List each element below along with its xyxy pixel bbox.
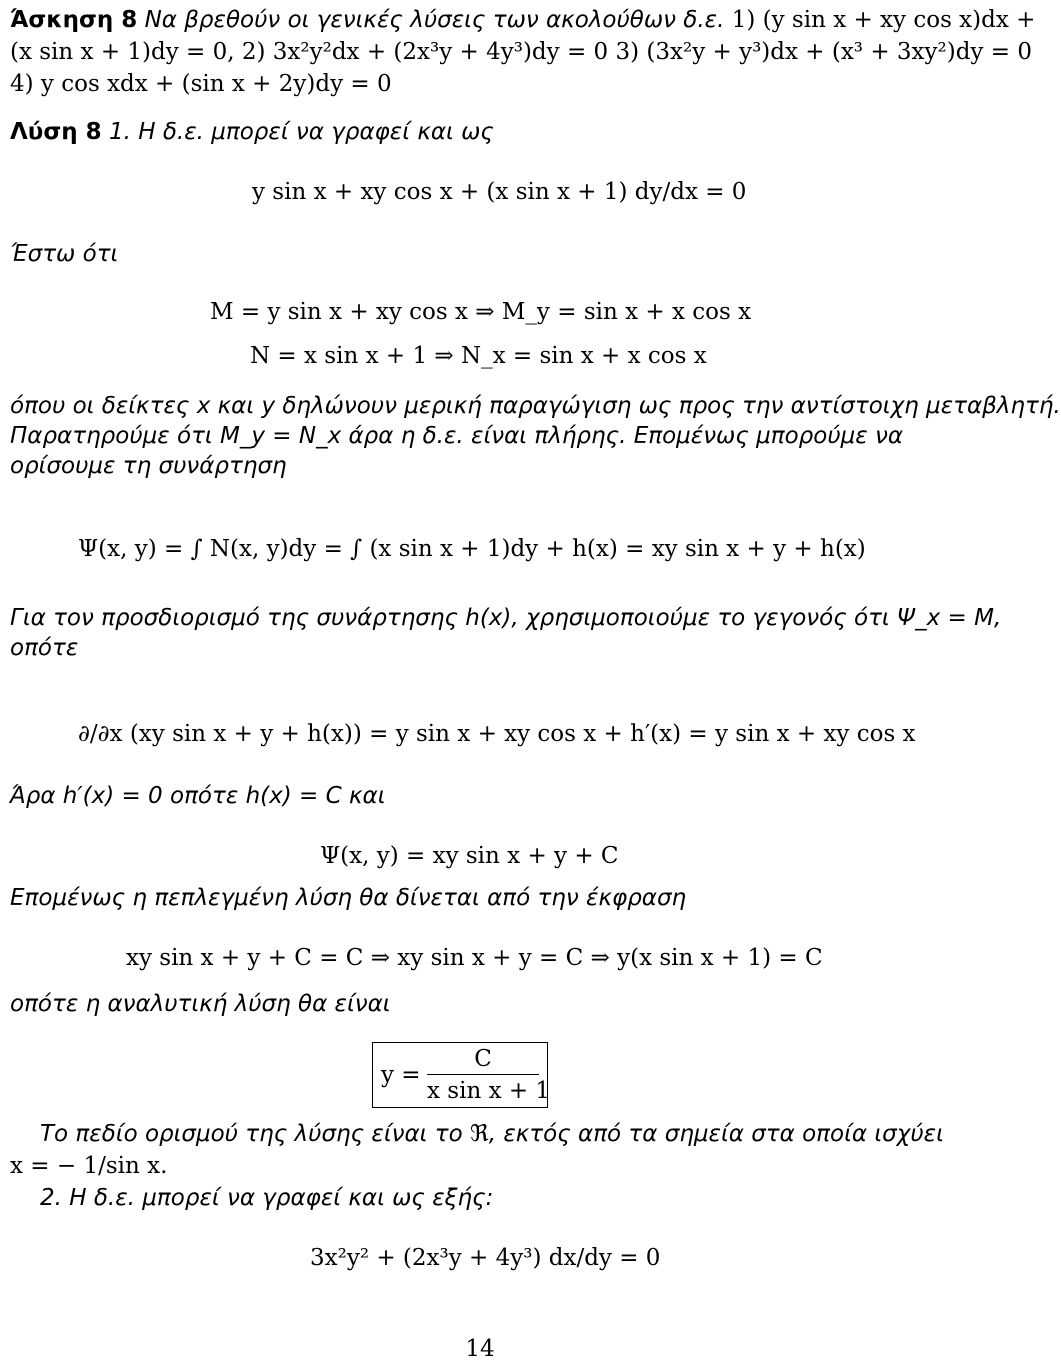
solution-intro: 1. Η δ.ε. μπορεί να γραφεί και ως [108, 119, 494, 145]
explicit-solution-numerator: C [474, 1046, 492, 1072]
solution-header-line [10, 118, 494, 146]
equation-psi-final: Ψ(x, y) = xy sin x + y + C [320, 843, 619, 869]
equation-psi: Ψ(x, y) = ∫ N(x, y)dy = ∫ (x sin x + 1)dy + h(x) = xy sin x + y + h(x) [78, 536, 866, 562]
paragraph-6-line-2: x = − 1/sin x. [10, 1153, 168, 1179]
let-text: Έστω ότι [10, 241, 119, 267]
paragraph-2-line-2: οπότε [10, 635, 79, 661]
paragraph-4: Επομένως η πεπλεγμένη λύση θα δίνεται από την έκφραση [10, 885, 687, 911]
explicit-solution-denominator: x sin x + 1 [427, 1078, 551, 1104]
explicit-solution-lhs: y = [381, 1062, 421, 1088]
explicit-solution-box [372, 1042, 551, 1108]
exercise-prompt: Να βρεθούν οι γενικές λύσεις των ακολούθων δ.ε. [144, 7, 725, 33]
exercise-eq-1-start: 1) (y sin x + xy cos x)dx + [731, 7, 1036, 33]
equation-1: y sin x + xy cos x + (x sin x + 1) dy/dx = 0 [252, 179, 747, 205]
paragraph-1-line-1: όπου οι δείκτες x και y δηλώνουν μερική παραγώγιση ως προς την αντίστοιχη μεταβλητή. [10, 393, 1061, 419]
part-2-intro: 2. Η δ.ε. μπορεί να γραφεί και ως εξής: [40, 1185, 494, 1211]
paragraph-1-line-2: Παρατηρούμε ότι M_y = N_x άρα η δ.ε. είναι πλήρης. Επομένως μπορούμε να [10, 423, 904, 449]
paragraph-3: Άρα h′(x) = 0 οπότε h(x) = C και [10, 783, 386, 809]
equation-M: M = y sin x + xy cos x ⇒ M_y = sin x + x cos x [210, 299, 752, 325]
exercise-header-line [10, 6, 1035, 34]
exercise-title: Άσκηση 8 [10, 7, 138, 33]
paragraph-5: οπότε η αναλυτική λύση θα είναι [10, 991, 391, 1017]
equation-derivative: ∂/∂x (xy sin x + y + h(x)) = y sin x + xy cos x + h′(x) = y sin x + xy cos x [78, 721, 916, 747]
paragraph-1-line-3: ορίσουμε τη συνάρτηση [10, 453, 287, 479]
equation-implicit: xy sin x + y + C = C ⇒ xy sin x + y = C ⇒ y(x sin x + 1) = C [126, 945, 823, 971]
page-number: 14 [465, 1336, 495, 1362]
equation-2: 3x²y² + (2x³y + 4y³) dx/dy = 0 [310, 1245, 661, 1271]
exercise-equation-4: 4) y cos xdx + (sin x + 2y)dy = 0 [10, 71, 392, 97]
paragraph-2-line-1: Για τον προσδιορισμό της συνάρτησης h(x), χρησιμοποιούμε το γεγονός ότι Ψ_x = M, [10, 605, 1002, 631]
solution-title: Λύση 8 [10, 119, 102, 145]
exercise-equations-line: (x sin x + 1)dy = 0, 2) 3x²y²dx + (2x³y + 4y³)dy = 0 3) (3x²y + y³)dx + (x³ + 3xy²)dy = 0 [10, 39, 1032, 65]
equation-N: N = x sin x + 1 ⇒ N_x = sin x + x cos x [250, 343, 707, 369]
fraction-bar [427, 1074, 539, 1075]
paragraph-6-line-1: Το πεδίο ορισμού της λύσης είναι το ℜ, εκτός από τα σημεία στα οποία ισχύει [40, 1121, 944, 1147]
